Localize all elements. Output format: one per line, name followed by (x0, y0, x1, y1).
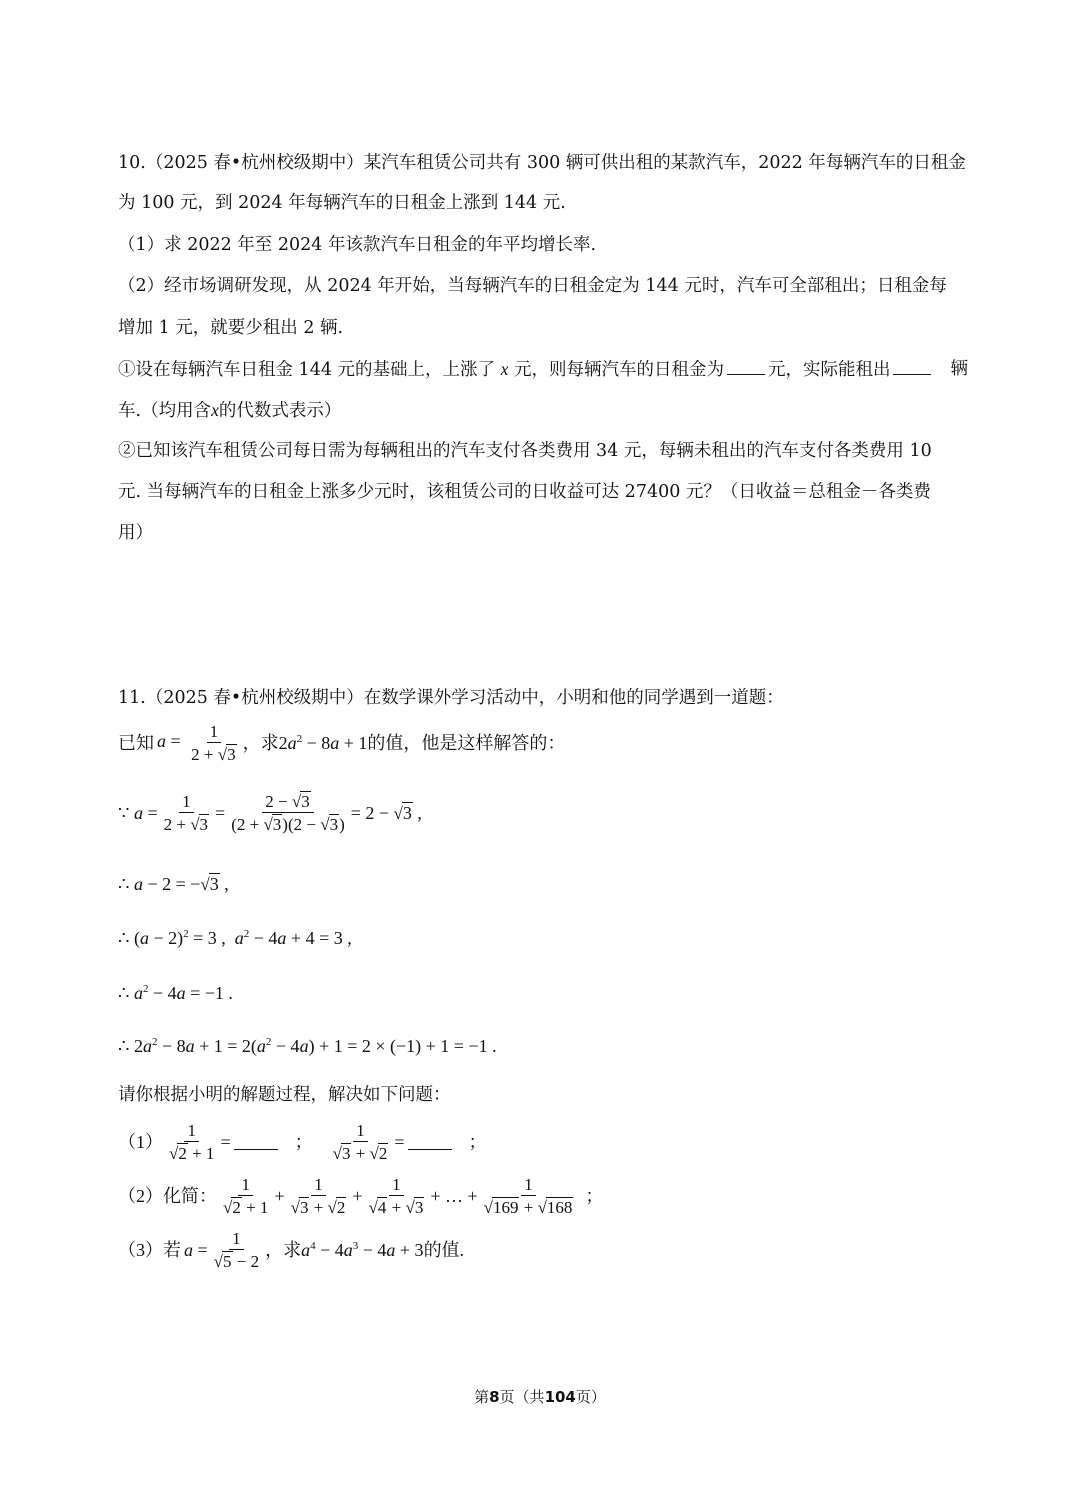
q11-given-suffix: 的值，他是这样解答的： (367, 733, 566, 753)
p3-expression: $a^4 - 4a^3 - 4a + 3$ (301, 1240, 424, 1260)
q10-sub1-line2 (118, 398, 968, 423)
q10-sub2-line1: ②已知该汽车租赁公司每日需为每辆租出的汽车支付各类费用 34 元，每辆未租出的汽车支付各类费用 10 (118, 441, 932, 461)
q11-part1: （1） $\frac{1}{√2 + 1}$ = ； $\frac{1}{√3 + √2}$ = ； (118, 1121, 487, 1163)
q11-given (118, 718, 968, 768)
q10-sub1-line1 (118, 357, 968, 382)
solution-step-5: ∴ $2a^2 - 8a + 1 = 2(a^2 - 4a) + 1 = 2 \times (-1) + 1 = -1$ . (118, 1036, 497, 1056)
q10-part2-line2: 增加 1 元，就要少租出 2 辆. (118, 318, 344, 338)
q10-part1: （1）求 2022 年至 2024 年该款汽车日租金的年平均增长率. (118, 235, 597, 255)
footer-prefix: 第 (474, 1388, 490, 1406)
q11-given-prefix: 已知 (118, 733, 154, 753)
q10-line2: 为 100 元，到 2024 年每辆汽车的日租金上涨到 144 元. (118, 193, 566, 213)
q11-p3-suffix: 的值. (423, 1240, 465, 1260)
q10-sub1-var: x (500, 359, 509, 379)
q10-sub2-line2: 元. 当每辆汽车的日租金上涨多少元时，该租赁公司的日收益可达 27400 元？（日收益＝总租金－各类费 (118, 482, 931, 502)
q11-line1: 11.（2025 春•杭州校级期中）在数学课外学习活动中，小明和他的同学遇到一道题： (118, 688, 784, 708)
q11-p2-label: （2）化简： (118, 1186, 217, 1206)
solution-step-2: ∴ a − 2 = −√3 , (118, 874, 229, 894)
q10-part2-line1: （2）经市场调研发现，从 2024 年开始，当每辆汽车的日租金定为 144 元时，汽车可全部租出；日租金每 (118, 276, 947, 296)
solution-step-4: ∴ $a^2 - 4a = -1$ . (118, 983, 233, 1003)
q10-sub1-text-d: 辆 (950, 359, 968, 379)
q10-line1: 10.（2025 春•杭州校级期中）某汽车租赁公司共有 300 辆可供出租的某款汽车，2022 年每辆汽车的日租金 (118, 153, 966, 173)
q11-p1-label: （1） (118, 1132, 163, 1152)
q10-sub1-text-a: ①设在每辆汽车日租金 144 元的基础上，上涨了 (118, 360, 496, 380)
q11-intro-after: 请你根据小明的解题过程，解决如下问题： (118, 1085, 451, 1105)
footer-suffix: 页） (575, 1388, 606, 1406)
q11-part3: （3）若 a = $\frac{1}{√5 - 2}$ ，求 $a^4 - 4a^3 - 4a + 3$ 的值. (118, 1229, 465, 1271)
q10-sub1-text-b: 元，则每辆汽车的日租金为 (513, 360, 724, 380)
footer-middle: 页（共 (499, 1388, 545, 1406)
q10-sub1-line2-a: 车.（均用含 (118, 401, 212, 421)
q11-p3-label: （3）若 (118, 1240, 181, 1260)
answer-blank-p1b[interactable] (408, 1135, 452, 1150)
q11-given-mid: ，求 (242, 733, 279, 753)
answer-blank-count[interactable] (893, 360, 931, 375)
given-expression: $2a^2 - 8a + 1$ (278, 733, 368, 753)
page-footer (0, 1386, 1080, 1407)
footer-total-pages: 104 (544, 1388, 576, 1406)
solution-step-1: ∵ a = $\frac{1}{2 + √3}$ = $\frac{2 - √3}{(2 + √3)(2 - √3)}$ = 2 − √3 , (118, 792, 422, 834)
answer-blank-rent[interactable] (727, 360, 765, 375)
footer-page-number: 8 (489, 1388, 500, 1406)
given-a-formula: a = $\frac{1}{2 + √3}$ (157, 722, 236, 764)
q10-sub2-line3: 用） (118, 523, 153, 543)
solution-step-3: ∴ $(a - 2)^2 = 3$ , $a^2 - 4a + 4 = 3$ , (118, 928, 352, 948)
answer-blank-p1a[interactable] (234, 1135, 278, 1150)
q10-sub1-line2-b: 的代数式表示） (218, 401, 342, 421)
q10-sub1-text-c: 元，实际能租出 (767, 360, 891, 380)
q11-part2: （2）化简： $\frac{1}{√2 + 1}$ + $\frac{1}{√3 + √2}$ + $\frac{1}{√4 + √3}$ + … + $\frac{1}{√169 + √168}$ ； (118, 1175, 604, 1217)
q10-sub1-line2-var: x (211, 400, 219, 420)
q11-p3-mid: ，求 (265, 1240, 302, 1260)
